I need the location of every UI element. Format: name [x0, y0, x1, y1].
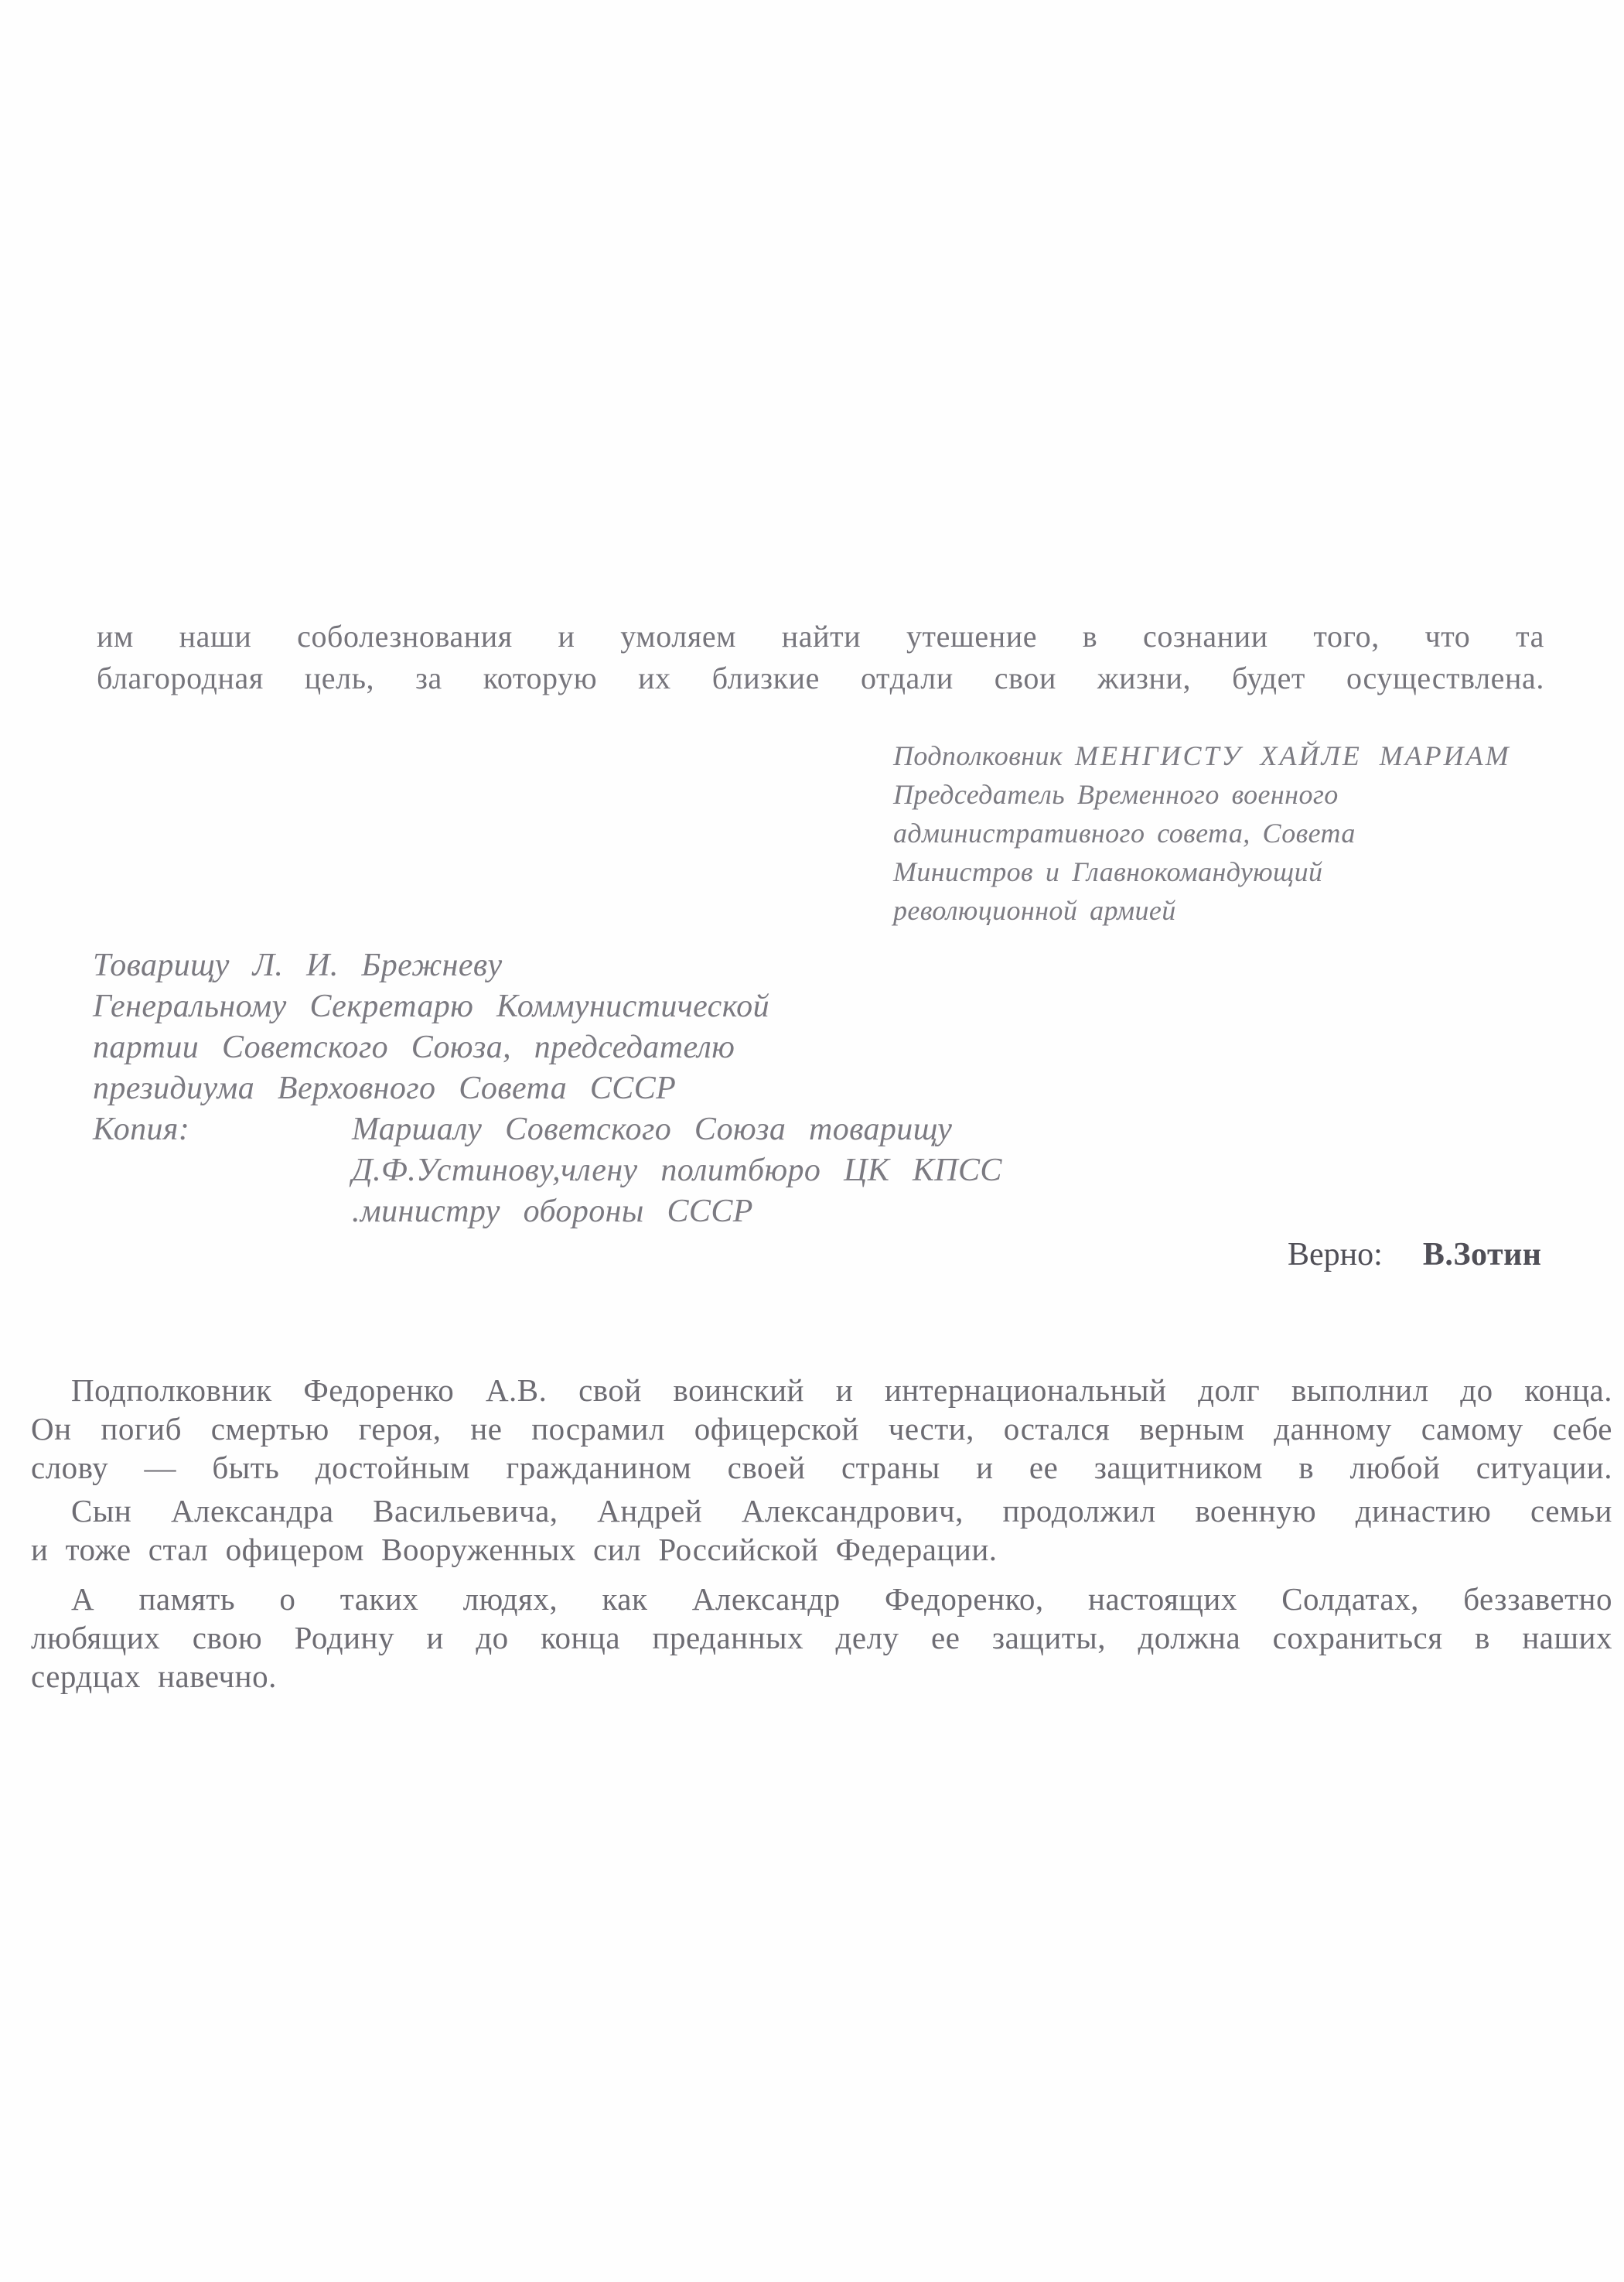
- copy-line: Маршалу Советского Союза товарищу: [352, 1112, 953, 1147]
- body-line: Он погиб смертью героя, не посрамил офицерской чести, остался верным данному самому себе: [31, 1411, 1612, 1447]
- intro-paragraph: [97, 616, 1544, 699]
- copy-line: .министру обороны СССР: [352, 1194, 753, 1229]
- signatory-title: Министров и Главнокомандующий: [893, 856, 1323, 887]
- signature-block: [893, 736, 1558, 930]
- addressee-block: [93, 945, 1137, 1232]
- copy-label: Копия:: [93, 1112, 190, 1147]
- signatory-title: революционной армией: [893, 895, 1176, 926]
- body-line: Сын Александра Васильевича, Андрей Александрович, продолжил военную династию семьи: [71, 1493, 1612, 1529]
- body-line: Подполковник Федоренко А.В. свой воинский и интернациональный долг выполнил до конца.: [71, 1372, 1612, 1408]
- copy-line: Д.Ф.Устинову,члену политбюро ЦК КПСС: [352, 1153, 1002, 1188]
- body-line: А память о таких людях, как Александр Федоренко, настоящих Солдатах, беззаветно: [71, 1581, 1612, 1617]
- body-line: и тоже стал офицером Вооруженных сил Российской Федерации.: [31, 1532, 998, 1567]
- certification-line: [1288, 1236, 1541, 1273]
- signatory-title: административного совета, Совета: [893, 818, 1356, 849]
- copy-lines: [352, 1109, 1137, 1232]
- signatory-line: [893, 736, 1558, 775]
- body-text: [31, 1371, 1612, 1696]
- addressee-line: Товарищу Л. И. Брежневу: [93, 948, 503, 983]
- intro-line: им наши соболезнования и умоляем найти утешение в сознании того, что та: [97, 619, 1544, 654]
- signatory-name: МЕНГИСТУ ХАЙЛЕ МАРИАМ: [1075, 740, 1511, 771]
- certifier-name: В.Зотин: [1422, 1237, 1542, 1273]
- body-line: слову — быть достойным гражданином своей страны и ее защитником в любой ситуации.: [31, 1450, 1612, 1485]
- copy-row: [93, 1109, 1137, 1232]
- body-line: сердцах навечно.: [31, 1659, 277, 1694]
- intro-line: благородная цель, за которую их близкие отдали свои жизни, будет осуществлена.: [97, 661, 1544, 695]
- addressee-line: президиума Верховного Совета СССР: [93, 1071, 677, 1106]
- body-line: любящих свою Родину и до конца преданных делу ее защиты, должна сохраниться в наших: [31, 1620, 1612, 1655]
- signatory-rank: Подполковник: [893, 740, 1063, 771]
- signatory-title: Председатель Временного военного: [893, 779, 1339, 810]
- certification-label: Верно:: [1288, 1237, 1383, 1273]
- addressee-line: партии Советского Союза, председателю: [93, 1030, 735, 1065]
- addressee-line: Генеральному Секретарю Коммунистической: [93, 989, 769, 1024]
